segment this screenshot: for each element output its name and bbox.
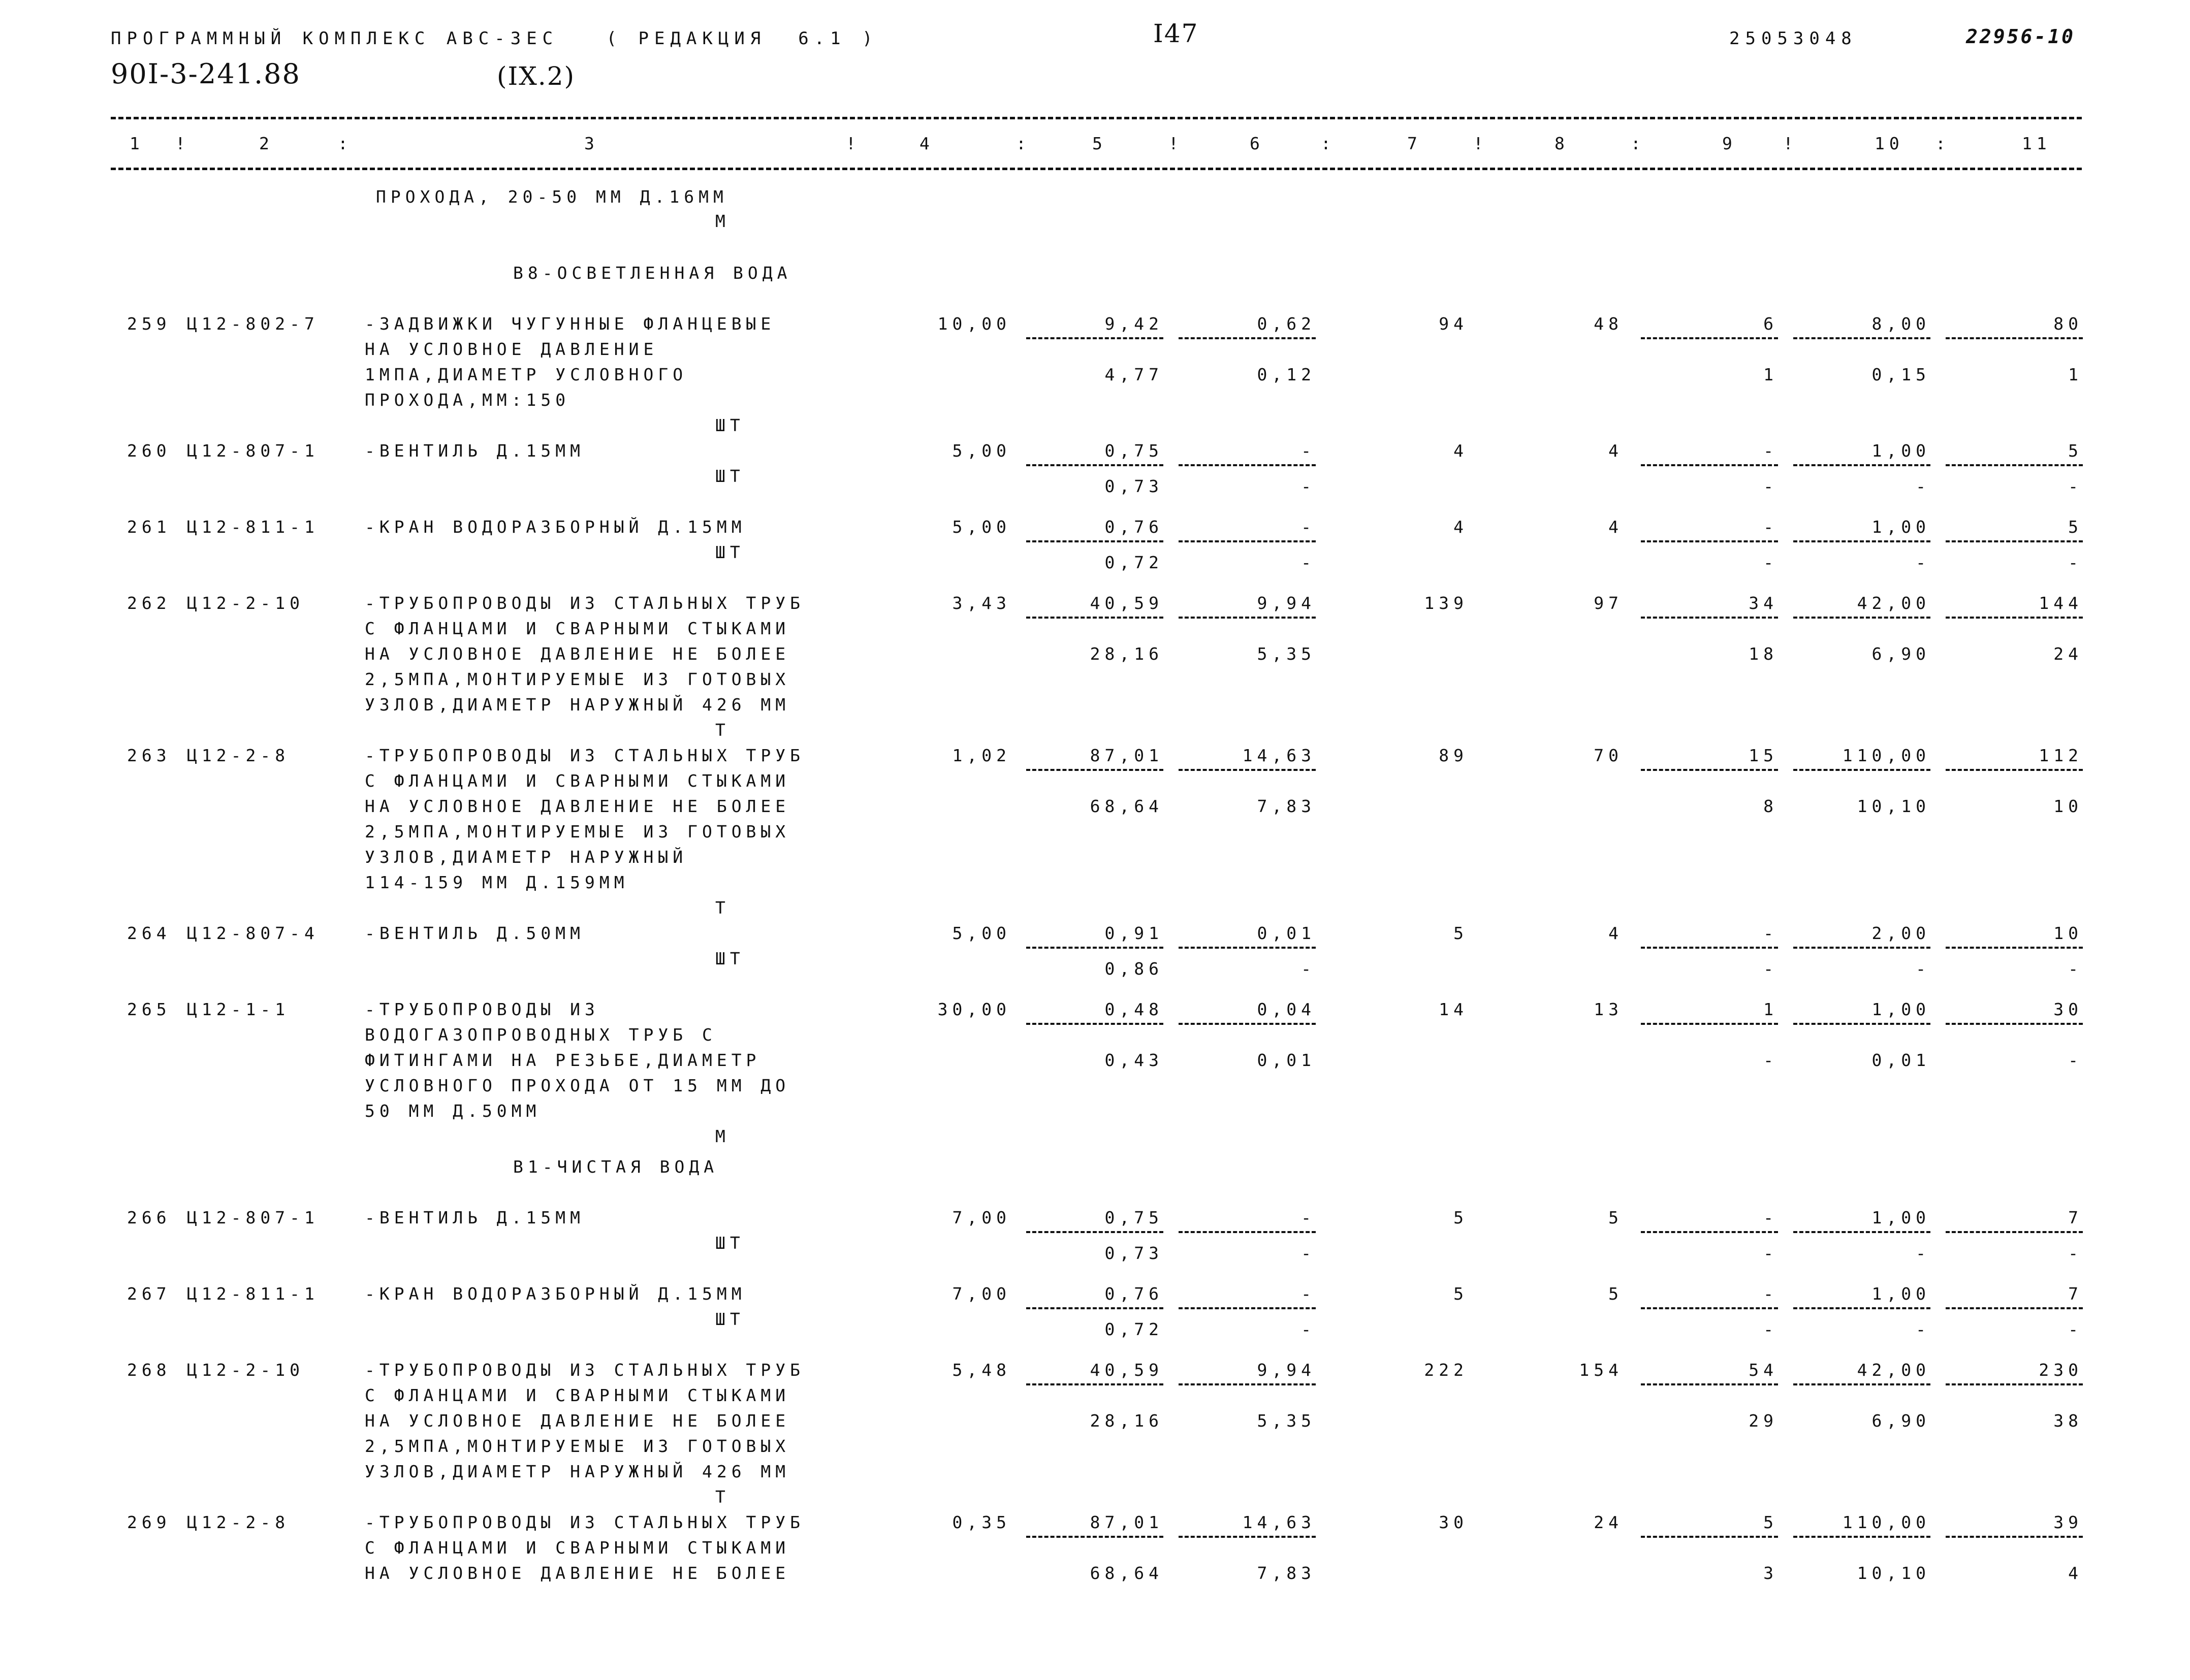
cell-c6b: - [1301,1243,1316,1263]
cell-c5b: 0,86 [1104,959,1163,979]
cell-c6: 0,62 [1257,314,1316,334]
cell-c5: 87,01 [1090,746,1163,765]
cell-c9: - [1763,923,1778,943]
cell-c6b: 7,83 [1257,796,1316,816]
cell-c7: 89 [1439,746,1468,765]
cell-c8: 5 [1608,1284,1623,1304]
value-separator [1793,1383,1930,1385]
continued-unit: М [715,211,730,231]
row-description-line: 2,5МПА,МОНТИРУЕМЫЕ ИЗ ГОТОВЫХ [365,822,790,842]
row-description-line: -ВЕНТИЛЬ Д.15ММ [365,441,585,461]
column-separator: ! [175,134,190,153]
value-separator [1946,1023,2083,1025]
column-header-11: 11 [2022,134,2051,153]
value-separator [1641,617,1778,619]
row-code: Ц12-811-1 [187,517,319,537]
cell-c6: 0,04 [1257,999,1316,1019]
program-title: ПРОГРАММНЫЙ КОМПЛЕКС АВС-3ЕС ( РЕДАКЦИЯ 6.1 ) [111,28,878,49]
cell-c5b: 0,72 [1104,1319,1163,1339]
row-unit: ШТ [715,1233,745,1253]
cell-c11: 5 [2068,517,2083,537]
value-separator [1946,540,2083,542]
row-unit: ШТ [715,415,745,435]
row-description-line: -ТРУБОПРОВОДЫ ИЗ СТАЛЬНЫХ ТРУБ [365,593,805,613]
value-separator [1026,540,1163,542]
row-number: 268 [127,1360,171,1380]
cell-c11b: - [2068,1319,2083,1339]
cell-c6b: 0,01 [1257,1050,1316,1070]
cell-c4: 5,48 [952,1360,1011,1380]
row-unit: ШТ [715,466,745,486]
row-code: Ц12-811-1 [187,1284,319,1304]
value-separator [1026,1536,1163,1538]
cell-c4: 30,00 [937,999,1011,1019]
value-separator [1026,464,1163,466]
cell-c7: 14 [1439,999,1468,1019]
row-description-line: С ФЛАНЦАМИ И СВАРНЫМИ СТЫКАМИ [365,771,790,791]
value-separator [1641,1307,1778,1309]
cell-c10b: 10,10 [1857,1563,1930,1583]
cell-c8: 70 [1594,746,1623,765]
cell-c4: 3,43 [952,593,1011,613]
row-description-line: -КРАН ВОДОРАЗБОРНЫЙ Д.15ММ [365,517,746,537]
cell-c4: 5,00 [952,923,1011,943]
cell-c5b: 68,64 [1090,796,1163,816]
cell-c10: 1,00 [1871,1284,1930,1304]
cell-c11b: - [2068,1243,2083,1263]
cell-c5: 0,76 [1104,1284,1163,1304]
row-description-line: -ТРУБОПРОВОДЫ ИЗ СТАЛЬНЫХ ТРУБ [365,746,805,765]
cell-c5b: 0,73 [1104,1243,1163,1263]
row-code: Ц12-802-7 [187,314,319,334]
cell-c11b: 24 [2053,644,2083,664]
row-description-line: 114-159 ММ Д.159ММ [365,873,629,892]
row-description-line: УЗЛОВ,ДИАМЕТР НАРУЖНЫЙ 426 ММ [365,1462,790,1481]
cell-c5b: 68,64 [1090,1563,1163,1583]
row-number: 259 [127,314,171,334]
row-unit: Т [715,720,730,740]
cell-c5b: 28,16 [1090,1411,1163,1431]
value-separator [1793,1231,1930,1233]
value-separator [1641,1023,1778,1025]
row-description-line: С ФЛАНЦАМИ И СВАРНЫМИ СТЫКАМИ [365,1538,790,1558]
value-separator [1026,769,1163,771]
cell-c5b: 0,72 [1104,553,1163,572]
cell-c6b: - [1301,476,1316,496]
column-separator: : [338,134,353,153]
value-separator [1179,1023,1316,1025]
cell-c11: 5 [2068,441,2083,461]
value-separator [1793,464,1930,466]
cell-c7: 4 [1453,441,1468,461]
cell-c5b: 0,73 [1104,476,1163,496]
column-header-1: 1 [130,134,144,153]
cell-c11b: 4 [2068,1563,2083,1583]
value-separator [1946,1307,2083,1309]
row-description-line: НА УСЛОВНОЕ ДАВЛЕНИЕ НЕ БОЛЕЕ [365,1411,790,1431]
cell-c8: 4 [1608,517,1623,537]
value-separator [1179,769,1316,771]
row-description-line: НА УСЛОВНОЕ ДАВЛЕНИЕ НЕ БОЛЕЕ [365,1563,790,1583]
column-header-2: 2 [259,134,274,153]
cell-c7: 5 [1453,923,1468,943]
cell-c11: 7 [2068,1284,2083,1304]
cell-c5: 0,76 [1104,517,1163,537]
row-number: 260 [127,441,171,461]
cell-c10b: 6,90 [1871,644,1930,664]
row-description-line: ФИТИНГАМИ НА РЕЗЬБЕ,ДИАМЕТР [365,1050,761,1070]
row-unit: Т [715,898,730,918]
cell-c6b: - [1301,553,1316,572]
column-header-10: 10 [1875,134,1904,153]
column-header-9: 9 [1722,134,1737,153]
row-description-line: -ТРУБОПРОВОДЫ ИЗ СТАЛЬНЫХ ТРУБ [365,1512,805,1532]
row-description-line: 2,5МПА,МОНТИРУЕМЫЕ ИЗ ГОТОВЫХ [365,1436,790,1456]
row-description-line: УЗЛОВ,ДИАМЕТР НАРУЖНЫЙ 426 ММ [365,695,790,715]
table-header-rule [111,168,2082,170]
column-header-6: 6 [1250,134,1264,153]
value-separator [1793,1536,1930,1538]
row-code: Ц12-2-8 [187,1512,290,1532]
cell-c5: 40,59 [1090,1360,1163,1380]
cell-c10b: - [1916,959,1930,979]
row-unit: Т [715,1487,730,1507]
row-description-line: -ТРУБОПРОВОДЫ ИЗ [365,999,599,1019]
column-separator: ! [1168,134,1183,153]
value-separator [1641,464,1778,466]
value-separator [1641,540,1778,542]
row-description-line: НА УСЛОВНОЕ ДАВЛЕНИЕ НЕ БОЛЕЕ [365,796,790,816]
row-description-line: 1МПА,ДИАМЕТР УСЛОВНОГО [365,365,688,384]
value-separator [1179,1231,1316,1233]
cell-c10: 42,00 [1857,1360,1930,1380]
row-description-line: 2,5МПА,МОНТИРУЕМЫЕ ИЗ ГОТОВЫХ [365,669,790,689]
cell-c8: 24 [1594,1512,1623,1532]
cell-c7: 222 [1424,1360,1468,1380]
cell-c11: 30 [2053,999,2083,1019]
cell-c8: 5 [1608,1208,1623,1227]
cell-c10: 42,00 [1857,593,1930,613]
cell-c9: 5 [1763,1512,1778,1532]
cell-c7: 5 [1453,1284,1468,1304]
row-code: Ц12-1-1 [187,999,290,1019]
value-separator [1179,1307,1316,1309]
cell-c6: - [1301,1208,1316,1227]
section-title: В1-ЧИСТАЯ ВОДА [513,1157,719,1177]
cell-c6b: 0,12 [1257,365,1316,384]
value-separator [1946,337,2083,339]
value-separator [1026,617,1163,619]
page-number: I47 [1153,19,1199,48]
row-description-line: -ВЕНТИЛЬ Д.50ММ [365,923,585,943]
cell-c6: - [1301,517,1316,537]
row-description-line: С ФЛАНЦАМИ И СВАРНЫМИ СТЫКАМИ [365,619,790,638]
cell-c10b: - [1916,553,1930,572]
cell-c11b: - [2068,1050,2083,1070]
section-title: В8-ОСВЕТЛЕННАЯ ВОДА [513,263,792,283]
value-separator [1641,1536,1778,1538]
value-separator [1946,947,2083,949]
column-separator: : [1321,134,1336,153]
cell-c10: 1,00 [1871,517,1930,537]
section-code: (IX.2) [497,61,576,91]
row-unit: ШТ [715,949,745,968]
row-code: Ц12-2-8 [187,746,290,765]
cell-c9b: 3 [1763,1563,1778,1583]
cell-c5: 87,01 [1090,1512,1163,1532]
value-separator [1179,1536,1316,1538]
cell-c7: 5 [1453,1208,1468,1227]
cell-c6b: 7,83 [1257,1563,1316,1583]
value-separator [1793,617,1930,619]
row-code: Ц12-2-10 [187,593,304,613]
cell-c11: 80 [2053,314,2083,334]
row-description-line: УЗЛОВ,ДИАМЕТР НАРУЖНЫЙ [365,847,688,867]
value-separator [1793,1023,1930,1025]
table-top-rule [111,117,2082,119]
value-separator [1026,1231,1163,1233]
value-separator [1946,464,2083,466]
cell-c11b: 1 [2068,365,2083,384]
cell-c9b: 18 [1749,644,1778,664]
cell-c9: - [1763,441,1778,461]
row-description-line: -ЗАДВИЖКИ ЧУГУННЫЕ ФЛАНЦЕВЫЕ [365,314,776,334]
cell-c9: 1 [1763,999,1778,1019]
cell-c10: 110,00 [1842,1512,1930,1532]
cell-c9: 6 [1763,314,1778,334]
cell-c11b: 10 [2053,796,2083,816]
cell-c9: 34 [1749,593,1778,613]
cell-c11: 39 [2053,1512,2083,1532]
cell-c11: 7 [2068,1208,2083,1227]
column-separator: : [1935,134,1950,153]
cell-c10: 110,00 [1842,746,1930,765]
cell-c8: 48 [1594,314,1623,334]
column-separator: ! [1473,134,1488,153]
cell-c4: 7,00 [952,1284,1011,1304]
value-separator [1641,769,1778,771]
value-separator [1946,1383,2083,1385]
cell-c5: 0,91 [1104,923,1163,943]
value-separator [1179,540,1316,542]
value-separator [1793,769,1930,771]
column-separator: : [1016,134,1031,153]
cell-c10: 1,00 [1871,1208,1930,1227]
value-separator [1793,947,1930,949]
cell-c7: 4 [1453,517,1468,537]
cell-c10b: - [1916,1319,1930,1339]
cell-c9: 15 [1749,746,1778,765]
column-header-4: 4 [919,134,934,153]
document-number: 22956-10 [1966,25,2076,48]
cell-c6: 9,94 [1257,593,1316,613]
cell-c4: 7,00 [952,1208,1011,1227]
cell-c8: 154 [1579,1360,1623,1380]
row-number: 265 [127,999,171,1019]
column-separator: ! [846,134,861,153]
row-number: 269 [127,1512,171,1532]
project-number: 90I-3-241.88 [111,58,301,90]
value-separator [1026,1383,1163,1385]
cell-c6: - [1301,1284,1316,1304]
cell-c9b: - [1763,476,1778,496]
row-description-line: ВОДОГАЗОПРОВОДНЫХ ТРУБ С [365,1025,717,1045]
cell-c9b: - [1763,1319,1778,1339]
column-separator: ! [1783,134,1798,153]
value-separator [1641,1231,1778,1233]
cell-c6: - [1301,441,1316,461]
row-description-line: -ТРУБОПРОВОДЫ ИЗ СТАЛЬНЫХ ТРУБ [365,1360,805,1380]
cell-c5b: 4,77 [1104,365,1163,384]
column-header-3: 3 [584,134,599,153]
row-code: Ц12-2-10 [187,1360,304,1380]
cell-c10b: 10,10 [1857,796,1930,816]
cell-c6: 0,01 [1257,923,1316,943]
row-description-line: -ВЕНТИЛЬ Д.15ММ [365,1208,585,1227]
cell-c4: 5,00 [952,517,1011,537]
cell-c10: 2,00 [1871,923,1930,943]
cell-c9b: - [1763,1243,1778,1263]
cell-c10: 1,00 [1871,441,1930,461]
row-unit: ШТ [715,1309,745,1329]
cell-c6b: 5,35 [1257,1411,1316,1431]
value-separator [1793,540,1930,542]
row-description-line: -КРАН ВОДОРАЗБОРНЫЙ Д.15ММ [365,1284,746,1304]
cell-c11b: 38 [2053,1411,2083,1431]
cell-c9b: - [1763,959,1778,979]
value-separator [1179,337,1316,339]
column-header-5: 5 [1092,134,1107,153]
row-number: 261 [127,517,171,537]
cell-c5: 0,75 [1104,1208,1163,1227]
cell-c5: 0,75 [1104,441,1163,461]
column-header-7: 7 [1407,134,1422,153]
cell-c11b: - [2068,476,2083,496]
value-separator [1179,464,1316,466]
cell-c5: 0,48 [1104,999,1163,1019]
cell-c9: 54 [1749,1360,1778,1380]
cell-c7: 30 [1439,1512,1468,1532]
row-code: Ц12-807-1 [187,441,319,461]
column-separator: : [1631,134,1645,153]
value-separator [1026,1307,1163,1309]
cell-c6: 14,63 [1242,1512,1316,1532]
cell-c4: 0,35 [952,1512,1011,1532]
cell-c9b: - [1763,553,1778,572]
column-header-8: 8 [1554,134,1569,153]
cell-c7: 94 [1439,314,1468,334]
value-separator [1793,1307,1930,1309]
cell-c10b: 0,01 [1871,1050,1930,1070]
cell-c10b: - [1916,1243,1930,1263]
row-number: 262 [127,593,171,613]
cell-c10: 8,00 [1871,314,1930,334]
cell-c4: 10,00 [937,314,1011,334]
row-description-line: С ФЛАНЦАМИ И СВАРНЫМИ СТЫКАМИ [365,1385,790,1405]
row-description-line: ПРОХОДА,ММ:150 [365,390,570,410]
cell-c8: 4 [1608,923,1623,943]
row-unit: М [715,1126,730,1146]
row-description-line: НА УСЛОВНОЕ ДАВЛЕНИЕ [365,339,658,359]
cell-c4: 1,02 [952,746,1011,765]
cell-c8: 97 [1594,593,1623,613]
row-code: Ц12-807-4 [187,923,319,943]
cell-c11b: - [2068,959,2083,979]
cell-c11: 10 [2053,923,2083,943]
row-number: 266 [127,1208,171,1227]
value-separator [1641,337,1778,339]
value-separator [1946,1536,2083,1538]
row-number: 267 [127,1284,171,1304]
cell-c5: 40,59 [1090,593,1163,613]
cell-c9: - [1763,1208,1778,1227]
cell-c10: 1,00 [1871,999,1930,1019]
cell-c11b: - [2068,553,2083,572]
cell-c7: 139 [1424,593,1468,613]
row-unit: ШТ [715,542,745,562]
cell-c5b: 0,43 [1104,1050,1163,1070]
cell-c8: 13 [1594,999,1623,1019]
cell-c4: 5,00 [952,441,1011,461]
cell-c9b: 29 [1749,1411,1778,1431]
value-separator [1026,947,1163,949]
cell-c9: - [1763,517,1778,537]
row-description-line: УСЛОВНОГО ПРОХОДА ОТ 15 ММ ДО [365,1076,790,1095]
cell-c10b: 0,15 [1871,365,1930,384]
cell-c11: 112 [2039,746,2083,765]
value-separator [1641,1383,1778,1385]
cell-c9: - [1763,1284,1778,1304]
cell-c11: 144 [2039,593,2083,613]
value-separator [1946,1231,2083,1233]
cell-c9b: - [1763,1050,1778,1070]
value-separator [1026,337,1163,339]
value-separator [1026,1023,1163,1025]
cell-c5b: 28,16 [1090,644,1163,664]
continued-description: ПРОХОДА, 20-50 ММ Д.16ММ [376,187,728,207]
cell-c5: 9,42 [1104,314,1163,334]
cell-c11: 230 [2039,1360,2083,1380]
value-separator [1179,617,1316,619]
value-separator [1793,337,1930,339]
row-number: 264 [127,923,171,943]
row-description-line: 50 ММ Д.50ММ [365,1101,541,1121]
value-separator [1946,769,2083,771]
row-number: 263 [127,746,171,765]
cell-c6b: - [1301,959,1316,979]
cell-c9b: 1 [1763,365,1778,384]
value-separator [1179,1383,1316,1385]
cell-c8: 4 [1608,441,1623,461]
value-separator [1641,947,1778,949]
cell-c6: 9,94 [1257,1360,1316,1380]
row-description-line: НА УСЛОВНОЕ ДАВЛЕНИЕ НЕ БОЛЕЕ [365,644,790,664]
value-separator [1946,617,2083,619]
document-code: 25053048 [1729,28,1857,49]
cell-c10b: 6,90 [1871,1411,1930,1431]
value-separator [1179,947,1316,949]
cell-c6b: 5,35 [1257,644,1316,664]
row-code: Ц12-807-1 [187,1208,319,1227]
cell-c10b: - [1916,476,1930,496]
cell-c6b: - [1301,1319,1316,1339]
cell-c9b: 8 [1763,796,1778,816]
cell-c6: 14,63 [1242,746,1316,765]
